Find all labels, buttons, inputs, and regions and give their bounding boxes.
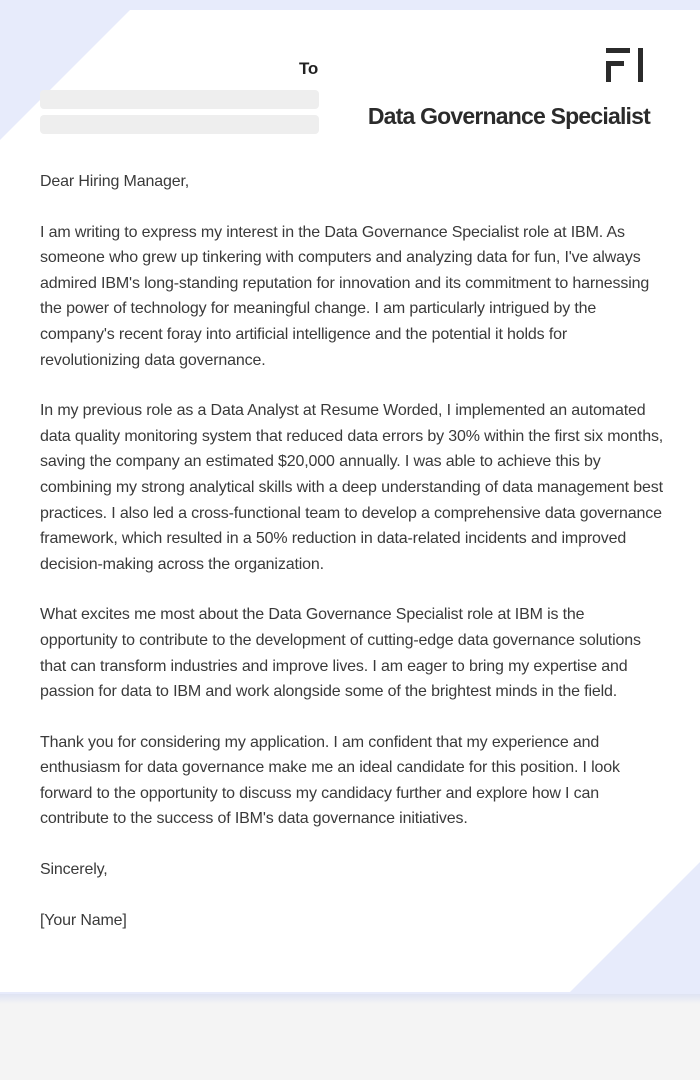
recipient-label: To xyxy=(299,59,319,78)
fi-logo-icon xyxy=(606,48,646,82)
sign-off: Sincerely, xyxy=(40,861,108,879)
job-title: Data Governance Specialist xyxy=(367,103,650,129)
paragraph-motivation: What excites me most about the Data Governance Specialist role at IBM is the opportunity to contribute to the development of cutting-edge data governance solutions that can transform industries and improve lives. I am eager to bring my expertise and passion for data to IBM and work alongside some of the brightest minds in the field. xyxy=(40,606,641,701)
paragraph-closing: Thank you for considering my application. I am confident that my experience and enthusiasm for data governance make me an ideal candidate for this position. I look forward to the opportunity to discuss my candidacy further and explore how I can contribute to the success of IBM's data governance initiatives. xyxy=(40,733,620,828)
letter-body xyxy=(40,169,664,958)
recipient-placeholder-line-2 xyxy=(40,115,319,134)
signature: [Your Name] xyxy=(40,911,127,929)
recipient-placeholder-line-1 xyxy=(40,90,319,109)
letter-sheet xyxy=(0,10,700,992)
greeting: Dear Hiring Manager, xyxy=(40,173,190,190)
paragraph-experience: In my previous role as a Data Analyst at Resume Worded, I implemented an automated data quality monitoring system that reduced data errors by 30% within the first six months, saving the company an estimated $20,000 annually. I was able to achieve this by combining my strong analytical skills with a deep understanding of data management best practices. I also led a cross-functional team to develop a comprehensive data governance framework, which resulted in a 50% reduction in data-related incidents and improved decision-making across the organization. xyxy=(40,402,664,573)
paragraph-intro: I am writing to express my interest in the Data Governance Specialist role at IBM. As someone who grew up tinkering with computers and analyzing data for fun, I've always admired IBM's long-standing reputation for innovation and its commitment to harnessing the power of technology for meaningful change. I am particularly intrigued by the company's recent foray into artificial intelligence and the potential it holds for revolutionizing data governance. xyxy=(40,223,650,369)
sheet-shadow xyxy=(0,994,700,1004)
